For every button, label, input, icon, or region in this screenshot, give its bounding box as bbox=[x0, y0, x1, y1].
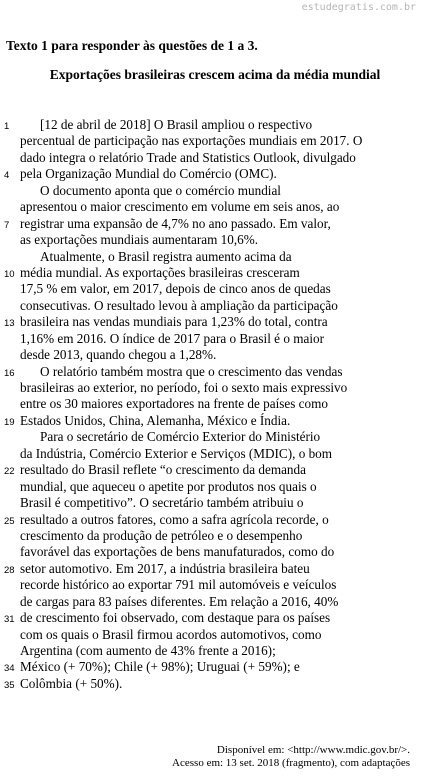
text-line bbox=[0, 396, 424, 412]
line-number: 16 bbox=[4, 367, 15, 379]
text-line bbox=[0, 479, 424, 495]
article-body bbox=[0, 117, 424, 692]
line-number: 10 bbox=[4, 268, 15, 280]
line-text: favorável das exportações de bens manufaturados, como do bbox=[20, 544, 335, 560]
text-line bbox=[0, 528, 424, 544]
text-line bbox=[0, 232, 424, 248]
source-citation bbox=[172, 744, 410, 770]
line-text: dado integra o relatório Trade and Statistics Outlook, divulgado bbox=[20, 149, 356, 165]
line-text: 1,16% em 2016. O índice de 2017 para o Brasil é o maior bbox=[20, 330, 324, 346]
line-text: México (+ 70%); Chile (+ 98%); Uruguai (+ 59%); e bbox=[20, 659, 300, 675]
text-line bbox=[0, 462, 424, 478]
line-text: apresentou o maior crescimento em volume em seis anos, ao bbox=[20, 199, 340, 215]
text-line bbox=[0, 577, 424, 593]
question-header: Texto 1 para responder às questões de 1 a 3. bbox=[6, 38, 258, 53]
line-text: [12 de abril de 2018] O Brasil ampliou o respectivo bbox=[40, 117, 313, 132]
line-text: Para o secretário de Comércio Exterior do Ministério bbox=[40, 429, 321, 445]
line-text: recorde histórico ao exportar 791 mil automóveis e veículos bbox=[20, 577, 337, 593]
line-text: resultado a outros fatores, como a safra agrícola recorde, o bbox=[20, 511, 329, 527]
text-line bbox=[0, 364, 424, 380]
text-line bbox=[0, 561, 424, 577]
text-line bbox=[0, 183, 424, 199]
line-number: 28 bbox=[4, 564, 15, 576]
line-text: registrar uma expansão de 4,7% no ano passado. Em valor, bbox=[20, 215, 331, 231]
text-line bbox=[0, 643, 424, 659]
line-text: média mundial. As exportações brasileiras cresceram bbox=[20, 264, 300, 280]
line-number: 25 bbox=[4, 515, 15, 527]
line-number: 7 bbox=[4, 219, 10, 231]
text-line bbox=[0, 314, 424, 330]
line-text: Argentina (com aumento de 43% frente a 2016); bbox=[20, 643, 276, 658]
line-text: as exportações mundiais aumentaram 10,6%. bbox=[20, 232, 259, 248]
text-line bbox=[0, 446, 424, 462]
line-text: entre os 30 maiores exportadores na frente de países como bbox=[20, 396, 328, 412]
line-text: mundial, que aqueceu o apetite por produtos nos quais o bbox=[20, 478, 317, 494]
text-line bbox=[0, 495, 424, 511]
text-line bbox=[0, 265, 424, 281]
text-line bbox=[0, 627, 424, 643]
line-text: O relatório também mostra que o crescimento das vendas bbox=[40, 363, 343, 379]
text-line bbox=[0, 133, 424, 149]
line-number: 22 bbox=[4, 466, 15, 478]
line-text: Brasil é competitivo”. O secretário também atribuiu o bbox=[20, 495, 304, 511]
text-line bbox=[0, 331, 424, 347]
line-number: 19 bbox=[4, 416, 15, 428]
line-number: 1 bbox=[4, 121, 10, 132]
text-line bbox=[0, 676, 424, 692]
line-text: O documento aponta que o comércio mundial bbox=[40, 182, 281, 198]
line-text: de cargas para 83 países diferentes. Em relação a 2016, 40% bbox=[20, 593, 339, 609]
line-text: setor automotivo. Em 2017, a indústria brasileira bateu bbox=[20, 560, 310, 576]
text-line bbox=[0, 199, 424, 215]
line-text: com os quais o Brasil firmou acordos automotivos, como bbox=[20, 626, 322, 642]
line-text: Estados Unidos, China, Alemanha, México e Índia. bbox=[20, 412, 291, 428]
line-number: 31 bbox=[4, 614, 15, 626]
text-line bbox=[0, 610, 424, 626]
source-access: Acesso em: 13 set. 2018 (fragmento), com adaptações bbox=[172, 757, 410, 769]
watermark: estudegratis.com.br bbox=[301, 2, 416, 13]
text-line bbox=[0, 216, 424, 232]
line-text: brasileiras ao exterior, no período, foi o sexto mais expressivo bbox=[20, 380, 348, 395]
text-line bbox=[0, 413, 424, 429]
text-line bbox=[0, 544, 424, 560]
source-url: Disponível em: <http://www.mdic.gov.br/>. bbox=[216, 744, 410, 756]
line-text: Atualmente, o Brasil registra aumento acima da bbox=[40, 248, 292, 264]
text-line bbox=[0, 150, 424, 166]
text-line bbox=[0, 347, 424, 363]
article-title: Exportações brasileiras crescem acima da média mundial bbox=[49, 67, 381, 82]
line-text: pela Organização Mundial do Comércio (OMC). bbox=[20, 166, 277, 182]
text-line bbox=[0, 298, 424, 314]
text-line bbox=[0, 429, 424, 445]
line-text: de crescimento foi observado, com destaque para os países bbox=[20, 610, 331, 626]
line-number: 34 bbox=[4, 663, 15, 675]
text-line bbox=[0, 249, 424, 265]
line-number: 13 bbox=[4, 318, 15, 330]
line-text: 17,5 % em valor, em 2017, depois de cinco anos de quedas bbox=[20, 281, 331, 297]
line-text: Colômbia (+ 50%). bbox=[20, 675, 123, 691]
line-text: crescimento da produção de petróleo e o desempenho bbox=[20, 527, 303, 543]
line-number: 35 bbox=[4, 679, 15, 691]
line-text: resultado do Brasil reflete “o crescimento da demanda bbox=[20, 462, 306, 478]
text-line bbox=[0, 380, 424, 396]
line-number: 4 bbox=[4, 170, 10, 182]
text-line bbox=[0, 594, 424, 610]
text-line bbox=[0, 659, 424, 675]
text-line bbox=[0, 512, 424, 528]
text-line bbox=[0, 281, 424, 297]
text-line bbox=[0, 166, 424, 182]
line-text: percentual de participação nas exportações mundiais em 2017. O bbox=[20, 133, 363, 149]
line-text: brasileira nas vendas mundiais para 1,23% do total, contra bbox=[20, 314, 328, 330]
line-text: consecutivas. O resultado levou à ampliação da participação bbox=[20, 297, 338, 313]
line-text: da Indústria, Comércio Exterior e Serviços (MDIC), o bom bbox=[20, 445, 333, 461]
line-text: desde 2013, quando chegou a 1,28%. bbox=[20, 347, 217, 363]
text-line bbox=[0, 117, 424, 133]
